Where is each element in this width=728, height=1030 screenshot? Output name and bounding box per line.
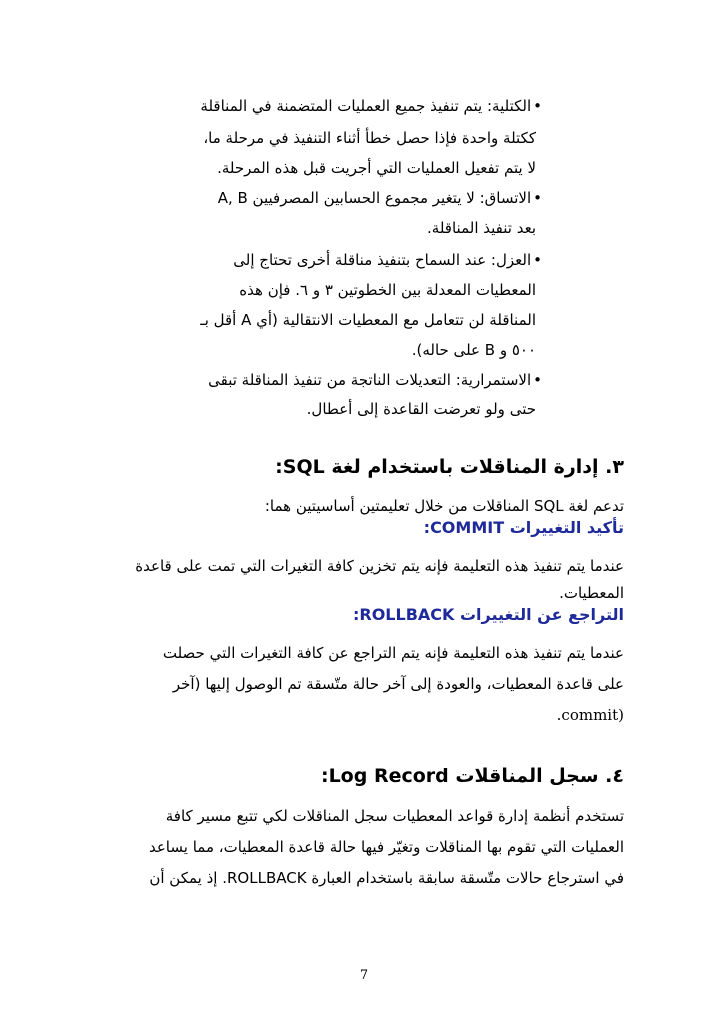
- section-4-text-line-1: تستخدم أنظمة إدارة قواعد المعطيات سجل المناقلات لكي تتبع مسير كافة: [165, 807, 624, 825]
- rollback-text-line-3: (commit.: [556, 706, 624, 724]
- rollback-text-line-1: عندما يتم تنفيذ هذه التعليمة فإنه يتم التراجع عن كافة التغيرات التي حصلت: [162, 644, 624, 662]
- consistency-line-2: بعد تنفيذ المناقلة.: [427, 219, 536, 237]
- page-number: 7: [359, 968, 369, 983]
- isolation-line-3: المناقلة لن تتعامل مع المعطيات الانتقالية (أي A أقل بـ: [200, 311, 536, 329]
- durability-line-1: • الاستمرارية: التعديلات الناتجة من تنفيذ المناقلة تبقى: [162, 369, 542, 391]
- section-3-intro: تدعم لغة SQL المناقلات من خلال تعليمتين أساسيتين هما:: [264, 497, 624, 515]
- atomicity-line-1: • الكتلية: يتم تنفيذ جميع العمليات المتضمنة في المناقلة: [162, 95, 542, 117]
- section-4-text-line-2: العمليات التي تقوم بها المناقلات وتغيّر فيها حالة قاعدة المعطيات، مما يساعد: [148, 838, 624, 856]
- rollback-title: التراجع عن التغييرات ROLLBACK:: [352, 605, 624, 624]
- isolation-line-4: ٥٠٠ و B على حاله).: [411, 341, 536, 359]
- isolation-line-1: • العزل: عند السماح بتنفيذ مناقلة أخرى تحتاج إلى: [162, 249, 542, 271]
- section-3-heading: ٣. إدارة المناقلات باستخدام لغة SQL:: [275, 456, 624, 478]
- atomicity-line-2: ككتلة واحدة فإذا حصل خطأ أثناء التنفيذ في مرحلة ما،: [203, 129, 536, 147]
- section-4-text-line-3: في استرجاع حالات متّسقة سابقة باستخدام العبارة ROLLBACK. إذ يمكن أن: [149, 869, 624, 887]
- section-4-heading: ٤. سجل المناقلات Log Record:: [320, 765, 624, 787]
- atomicity-line-3: لا يتم تفعيل العمليات التي أجريت قبل هذه المرحلة.: [217, 159, 536, 177]
- consistency-line-1: • الاتساق: لا يتغير مجموع الحسابين المصرفيين A, B: [162, 187, 542, 209]
- durability-line-2: حتى ولو تعرضت القاعدة إلى أعطال.: [306, 400, 536, 418]
- rollback-text-line-2: على قاعدة المعطيات، والعودة إلى آخر حالة متّسقة تم الوصول إليها (آخر: [172, 675, 624, 693]
- commit-text-line-1: عندما يتم تنفيذ هذه التعليمة فإنه يتم تخزين كافة التغيرات التي تمت على قاعدة: [135, 557, 624, 575]
- isolation-line-2: المعطيات المعدلة بين الخطوتين ٣ و ٦. فإن هذه: [239, 281, 536, 299]
- commit-title: تأكيد التغييرات COMMIT:: [423, 518, 624, 537]
- commit-text-line-2: المعطيات.: [559, 584, 624, 602]
